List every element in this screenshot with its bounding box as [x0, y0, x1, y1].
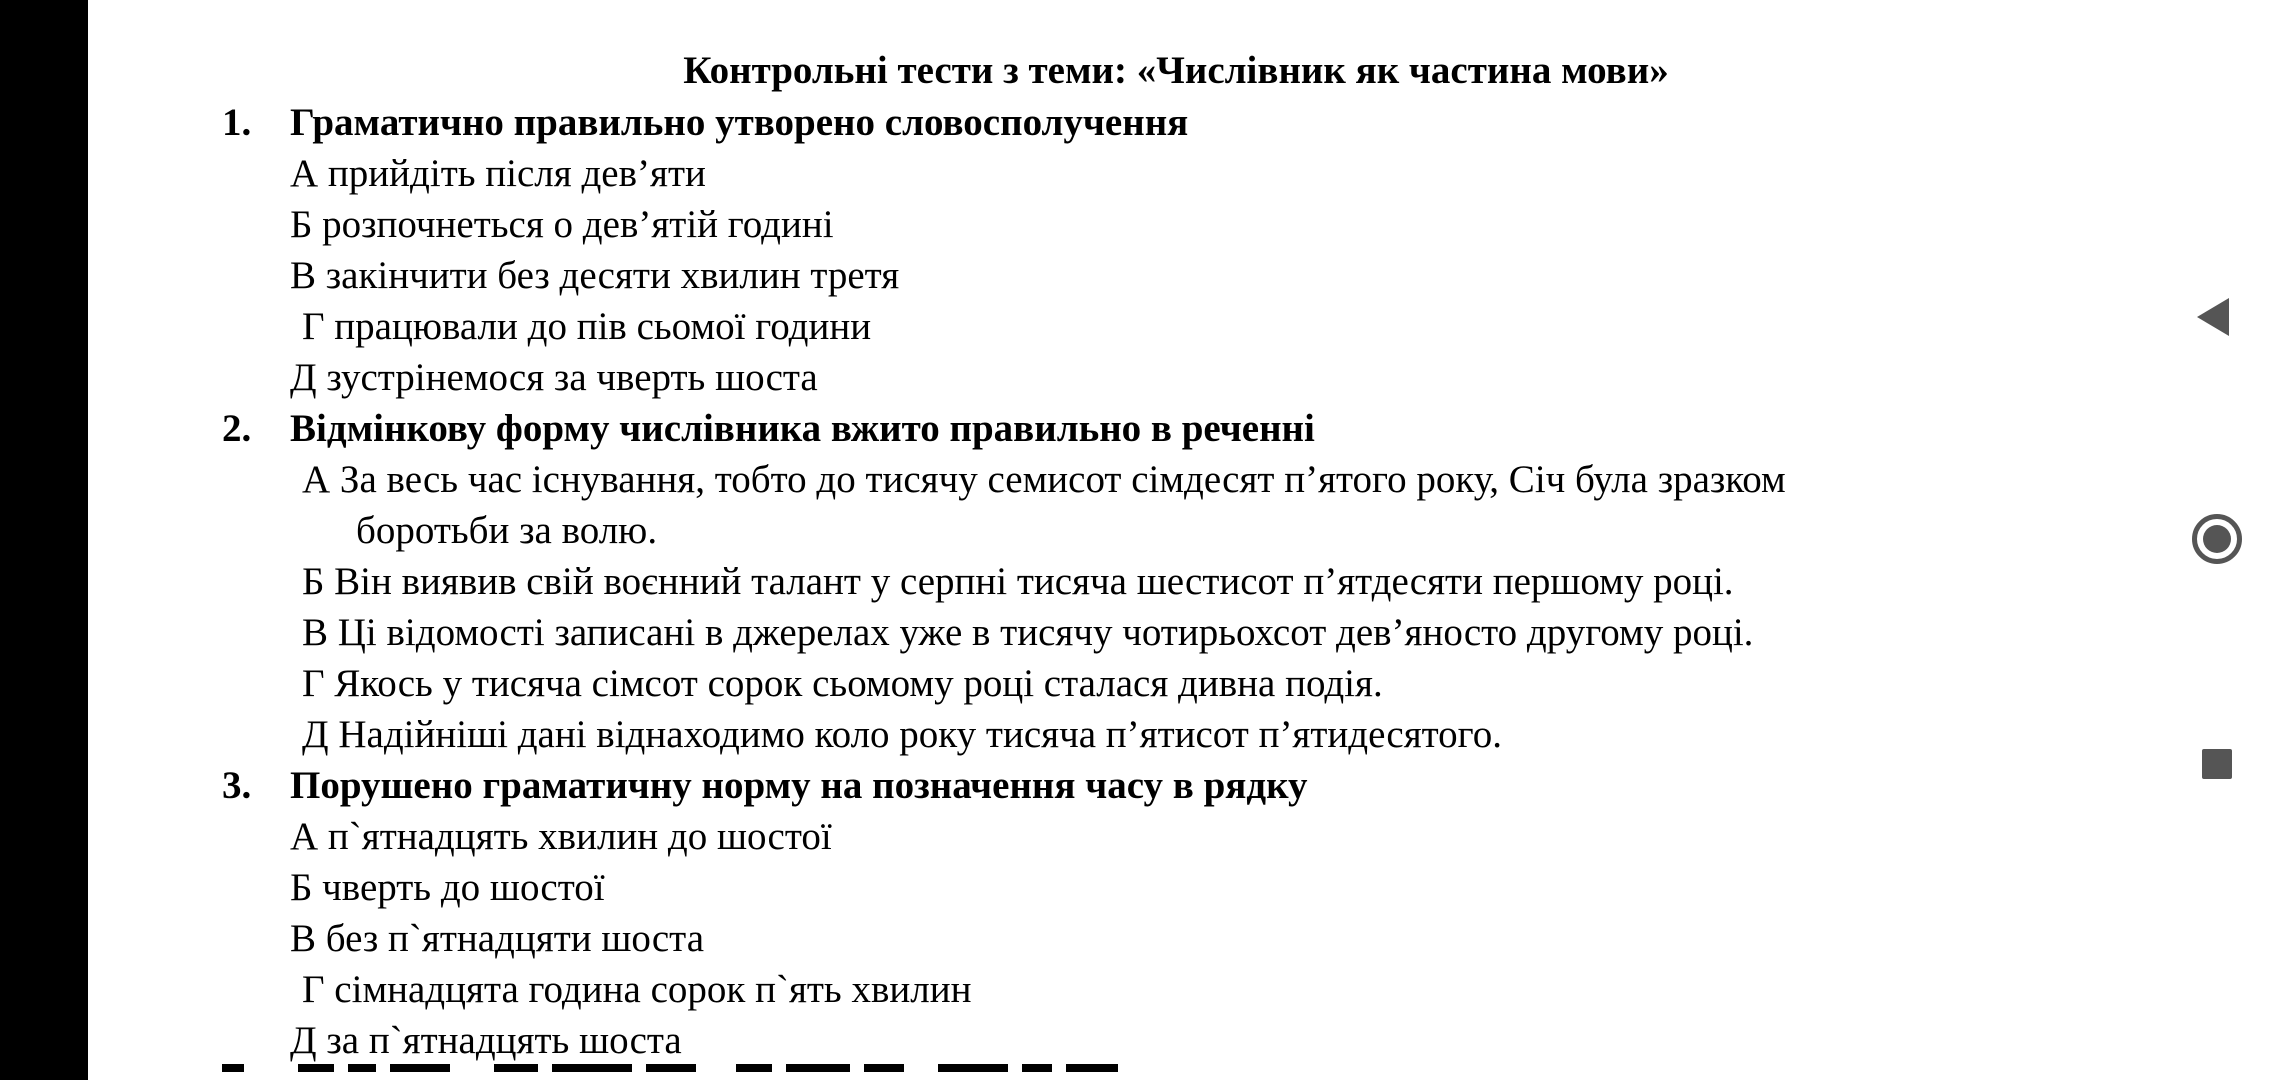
- home-circle-icon[interactable]: [2192, 514, 2242, 564]
- question-3-option-d: Г сімнадцята година сорок п`ять хвилин: [302, 968, 972, 1011]
- question-1-option-e: Д зустрінемося за чверть шоста: [290, 356, 818, 399]
- question-1-text: Граматично правильно утворено словосполучення: [290, 101, 1189, 144]
- question-2-option-d: Г Якось у тисяча сімсот сорок сьомому році сталася дивна подія.: [302, 662, 1383, 705]
- next-question-cutoff: [222, 1064, 1422, 1080]
- question-3-text: Порушено граматичну норму на позначення часу в рядку: [290, 764, 1308, 807]
- question-2-option-a: А За весь час існування, тобто до тисячу семисот сімдесят п’ятого року, Січ була зразком: [302, 458, 1786, 501]
- question-2-option-a-continuation: боротьби за волю.: [356, 509, 658, 552]
- question-3-option-c: В без п`ятнадцяти шоста: [290, 917, 705, 960]
- system-navigation-bar: [2154, 0, 2280, 1080]
- question-1-option-c: В закінчити без десяти хвилин третя: [290, 254, 900, 297]
- back-triangle-icon[interactable]: [2197, 298, 2229, 336]
- question-1-number: 1.: [222, 101, 252, 144]
- question-3-option-e: Д за п`ятнадцять шоста: [290, 1019, 682, 1062]
- question-2-option-b: Б Він виявив свій воєнний талант у серпні тисяча шестисот п’ятдесяти першому році.: [302, 560, 1734, 603]
- question-3-number: 3.: [222, 764, 252, 807]
- question-2-option-e: Д Надійніші дані віднаходимо коло року тисяча п’ятисот п’ятидесятого.: [302, 713, 1502, 756]
- document-title: Контрольні тести з теми: «Числівник як частина мови»: [683, 49, 1669, 92]
- question-2-text: Відмінкову форму числівника вжито правильно в реченні: [290, 407, 1315, 450]
- question-1-option-d: Г працювали до пів сьомої години: [302, 305, 872, 348]
- question-3-option-a: А п`ятнадцять хвилин до шостої: [290, 815, 832, 858]
- question-2-number: 2.: [222, 407, 252, 450]
- recents-square-icon[interactable]: [2202, 749, 2232, 779]
- question-1-option-a: А прийдіть після дев’яти: [290, 152, 706, 195]
- document-page[interactable]: [88, 0, 2154, 1080]
- left-black-margin: [0, 0, 88, 1080]
- question-3-option-b: Б чверть до шостої: [290, 866, 605, 909]
- question-2-option-c: В Ці відомості записані в джерелах уже в тисячу чотирьохсот дев’яносто другому році.: [302, 611, 1754, 654]
- question-1-option-b: Б розпочнеться о дев’ятій годині: [290, 203, 834, 246]
